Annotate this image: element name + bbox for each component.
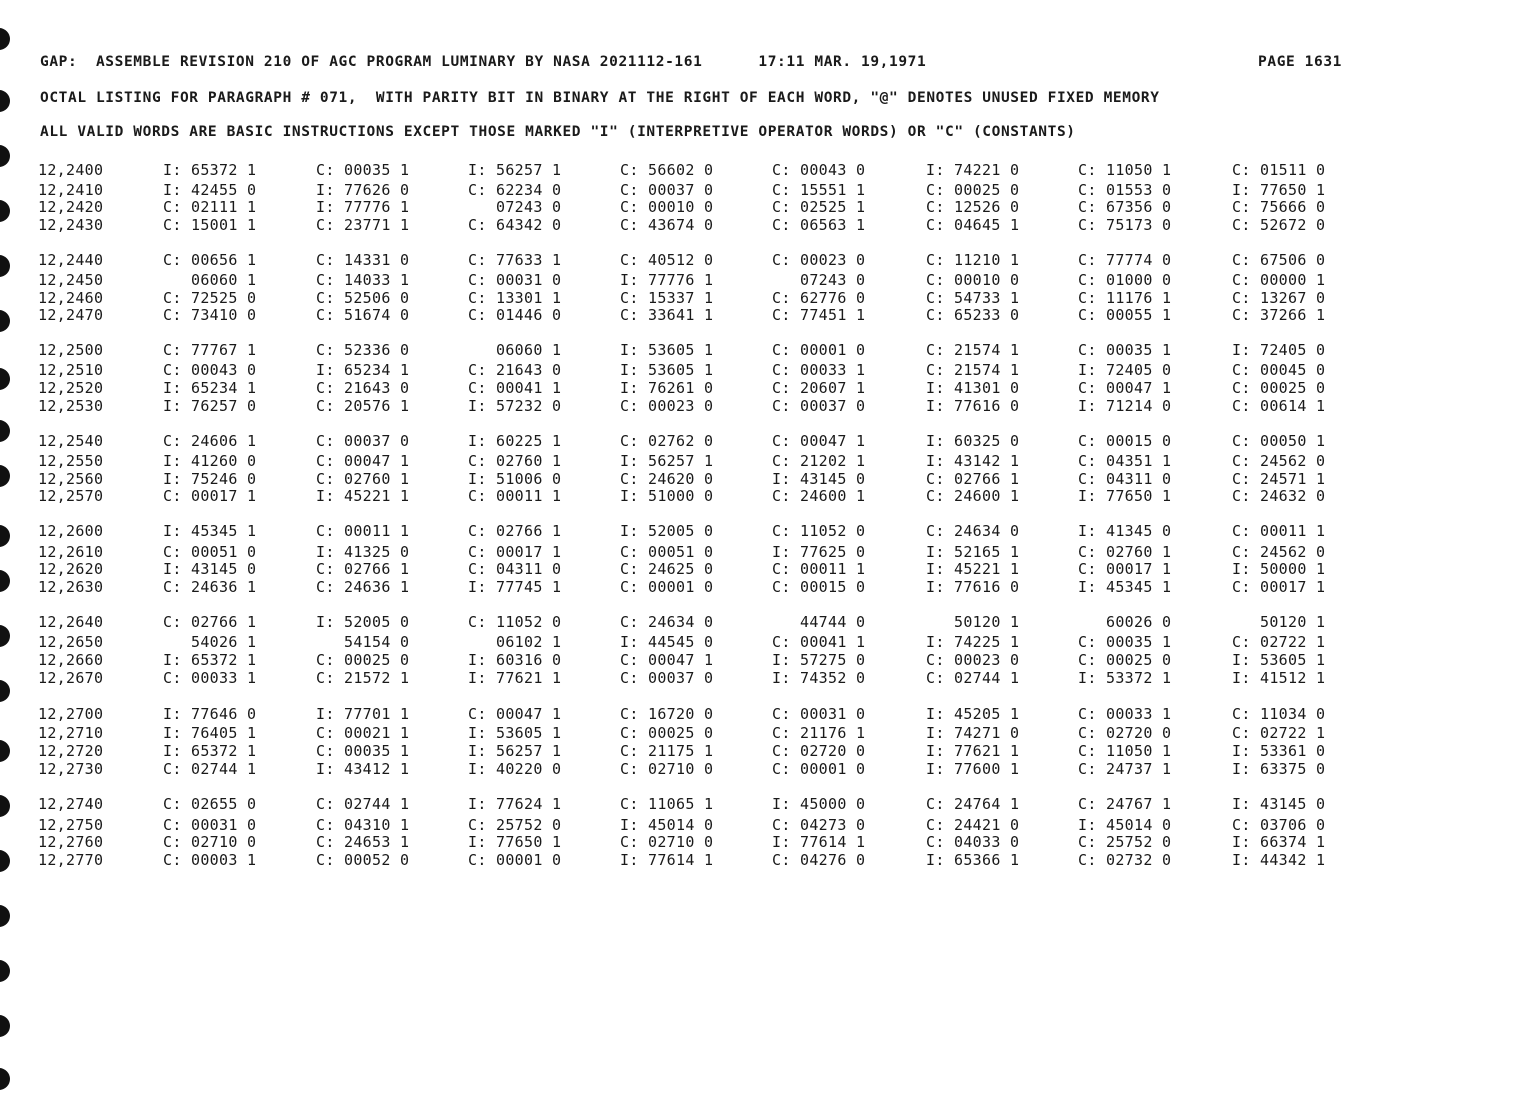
octal-word: C: 21202 1 xyxy=(772,452,866,470)
octal-word: I: 41260 0 xyxy=(163,452,257,470)
octal-word: I: 65366 1 xyxy=(926,851,1020,869)
listing-address: 12,2600 xyxy=(38,522,104,540)
octal-word: I: 60316 0 xyxy=(468,651,562,669)
listing-address: 12,2410 xyxy=(38,181,104,199)
listing-address: 12,2730 xyxy=(38,760,104,778)
octal-word: I: 77626 0 xyxy=(316,181,410,199)
octal-word: I: 45221 1 xyxy=(316,487,410,505)
octal-word: C: 62776 0 xyxy=(772,289,866,307)
octal-word: 54154 0 xyxy=(316,633,410,651)
listing-address: 12,2650 xyxy=(38,633,104,651)
octal-word: C: 24634 0 xyxy=(926,522,1020,540)
octal-word: C: 24600 1 xyxy=(926,487,1020,505)
octal-word: C: 00055 1 xyxy=(1078,306,1172,324)
octal-word: I: 77621 1 xyxy=(468,669,562,687)
listing-header-octal-note: OCTAL LISTING FOR PARAGRAPH # 071, WITH PARITY BIT IN BINARY AT THE RIGHT OF EACH WORD, "@" DENOTES UNUSED FIXED MEMORY xyxy=(40,90,1160,106)
octal-word: C: 00011 1 xyxy=(316,522,410,540)
octal-word: C: 00025 0 xyxy=(926,181,1020,199)
octal-word: I: 41512 1 xyxy=(1232,669,1326,687)
octal-word: I: 77625 0 xyxy=(772,543,866,561)
octal-word: I: 77614 1 xyxy=(620,851,714,869)
octal-word: C: 77451 1 xyxy=(772,306,866,324)
octal-word: C: 00051 0 xyxy=(163,543,257,561)
listing-address: 12,2500 xyxy=(38,341,104,359)
octal-word: C: 02766 1 xyxy=(468,522,562,540)
octal-word: I: 45221 1 xyxy=(926,560,1020,578)
octal-word: 06060 1 xyxy=(163,271,257,289)
octal-word: C: 00045 0 xyxy=(1232,361,1326,379)
octal-word: C: 43674 0 xyxy=(620,216,714,234)
octal-word: I: 63375 0 xyxy=(1232,760,1326,778)
octal-word: C: 01000 0 xyxy=(1078,271,1172,289)
octal-word: C: 02722 1 xyxy=(1232,724,1326,742)
octal-word: C: 00023 0 xyxy=(620,397,714,415)
octal-word: C: 00050 1 xyxy=(1232,432,1326,450)
octal-word: C: 00035 1 xyxy=(1078,341,1172,359)
octal-word: C: 25752 0 xyxy=(1078,833,1172,851)
octal-word: 50120 1 xyxy=(926,613,1020,631)
octal-word: I: 45014 0 xyxy=(620,816,714,834)
octal-word: 50120 1 xyxy=(1232,613,1326,631)
octal-word: I: 60325 0 xyxy=(926,432,1020,450)
octal-word: C: 00017 1 xyxy=(163,487,257,505)
octal-word: I: 43412 1 xyxy=(316,760,410,778)
octal-word: C: 02760 1 xyxy=(316,470,410,488)
listing-address: 12,2620 xyxy=(38,560,104,578)
octal-word: I: 53372 1 xyxy=(1078,669,1172,687)
octal-word: C: 37266 1 xyxy=(1232,306,1326,324)
listing-address: 12,2510 xyxy=(38,361,104,379)
octal-word: C: 23771 1 xyxy=(316,216,410,234)
octal-word: 07243 0 xyxy=(772,271,866,289)
octal-word: I: 45014 0 xyxy=(1078,816,1172,834)
octal-word: C: 77774 0 xyxy=(1078,251,1172,269)
listing-address: 12,2670 xyxy=(38,669,104,687)
octal-word: C: 21176 1 xyxy=(772,724,866,742)
octal-word: C: 00015 0 xyxy=(1078,432,1172,450)
octal-word: C: 00037 0 xyxy=(620,181,714,199)
octal-word: C: 00015 0 xyxy=(772,578,866,596)
octal-word: I: 51000 0 xyxy=(620,487,714,505)
octal-word: I: 65372 1 xyxy=(163,161,257,179)
octal-word: C: 00035 1 xyxy=(316,161,410,179)
octal-word: C: 00031 0 xyxy=(772,705,866,723)
octal-word: C: 24562 0 xyxy=(1232,543,1326,561)
octal-word: C: 21574 1 xyxy=(926,341,1020,359)
octal-word: C: 13301 1 xyxy=(468,289,562,307)
octal-word: I: 74225 1 xyxy=(926,633,1020,651)
octal-word: C: 00025 0 xyxy=(1232,379,1326,397)
octal-word: C: 24737 1 xyxy=(1078,760,1172,778)
octal-word: C: 56602 0 xyxy=(620,161,714,179)
octal-word: C: 72525 0 xyxy=(163,289,257,307)
octal-word: C: 02744 1 xyxy=(163,760,257,778)
octal-word: 06060 1 xyxy=(468,341,562,359)
octal-word: C: 21643 0 xyxy=(316,379,410,397)
octal-word: I: 65372 1 xyxy=(163,742,257,760)
octal-word: C: 24767 1 xyxy=(1078,795,1172,813)
octal-word: C: 15337 1 xyxy=(620,289,714,307)
octal-word: C: 00017 1 xyxy=(468,543,562,561)
octal-word: I: 77600 1 xyxy=(926,760,1020,778)
octal-word: I: 56257 1 xyxy=(468,161,562,179)
listing-header-title: GAP: ASSEMBLE REVISION 210 OF AGC PROGRAM LUMINARY BY NASA 2021112-161 17:11 MAR. 19,1971 xyxy=(40,54,927,70)
listing-address: 12,2760 xyxy=(38,833,104,851)
listing-address: 12,2640 xyxy=(38,613,104,631)
octal-word: I: 72405 0 xyxy=(1232,341,1326,359)
octal-word: C: 00011 1 xyxy=(1232,522,1326,540)
octal-word: C: 12526 0 xyxy=(926,198,1020,216)
listing-address: 12,2530 xyxy=(38,397,104,415)
octal-word: I: 53605 1 xyxy=(468,724,562,742)
listing-address: 12,2720 xyxy=(38,742,104,760)
octal-word: C: 25752 0 xyxy=(468,816,562,834)
octal-word: I: 45000 0 xyxy=(772,795,866,813)
octal-word: I: 74221 0 xyxy=(926,161,1020,179)
octal-word: C: 00001 0 xyxy=(468,851,562,869)
octal-word: I: 77616 0 xyxy=(926,578,1020,596)
octal-word: C: 24653 1 xyxy=(316,833,410,851)
octal-word: I: 53605 1 xyxy=(620,341,714,359)
octal-word: I: 43145 0 xyxy=(163,560,257,578)
octal-word: C: 24632 0 xyxy=(1232,487,1326,505)
octal-word: C: 77633 1 xyxy=(468,251,562,269)
octal-word: I: 52165 1 xyxy=(926,543,1020,561)
listing-address: 12,2660 xyxy=(38,651,104,669)
octal-word: C: 24562 0 xyxy=(1232,452,1326,470)
octal-word: C: 00010 0 xyxy=(620,198,714,216)
octal-word: C: 00035 1 xyxy=(1078,633,1172,651)
octal-word: C: 00047 1 xyxy=(316,452,410,470)
octal-word: C: 11210 1 xyxy=(926,251,1020,269)
octal-word: C: 00017 1 xyxy=(1232,578,1326,596)
octal-word: I: 71214 0 xyxy=(1078,397,1172,415)
octal-word: C: 02710 0 xyxy=(163,833,257,851)
octal-word: C: 00011 1 xyxy=(468,487,562,505)
octal-word: I: 65234 1 xyxy=(163,379,257,397)
octal-word: I: 77614 1 xyxy=(772,833,866,851)
octal-word: C: 24636 1 xyxy=(163,578,257,596)
octal-word: C: 02720 0 xyxy=(1078,724,1172,742)
octal-word: I: 65234 1 xyxy=(316,361,410,379)
octal-word: C: 75173 0 xyxy=(1078,216,1172,234)
octal-word: I: 41325 0 xyxy=(316,543,410,561)
octal-word: I: 74271 0 xyxy=(926,724,1020,742)
octal-word: C: 00037 0 xyxy=(316,432,410,450)
octal-word: C: 04276 0 xyxy=(772,851,866,869)
octal-word: C: 64342 0 xyxy=(468,216,562,234)
octal-word: C: 02525 1 xyxy=(772,198,866,216)
octal-word: I: 77745 1 xyxy=(468,578,562,596)
octal-word: C: 00047 1 xyxy=(772,432,866,450)
octal-word: C: 00003 1 xyxy=(163,851,257,869)
octal-word: I: 76405 1 xyxy=(163,724,257,742)
octal-word: C: 02732 0 xyxy=(1078,851,1172,869)
listing-address: 12,2540 xyxy=(38,432,104,450)
octal-word: C: 04311 0 xyxy=(1078,470,1172,488)
octal-word: C: 24764 1 xyxy=(926,795,1020,813)
octal-word: C: 00033 1 xyxy=(772,361,866,379)
octal-word: C: 24636 1 xyxy=(316,578,410,596)
octal-word: C: 13267 0 xyxy=(1232,289,1326,307)
listing-address: 12,2520 xyxy=(38,379,104,397)
octal-word: C: 54733 1 xyxy=(926,289,1020,307)
octal-word: I: 77650 1 xyxy=(1078,487,1172,505)
octal-word: I: 77776 1 xyxy=(620,271,714,289)
octal-word: C: 02744 1 xyxy=(926,669,1020,687)
octal-word: C: 02766 1 xyxy=(163,613,257,631)
octal-word: C: 24625 0 xyxy=(620,560,714,578)
octal-word: C: 24571 1 xyxy=(1232,470,1326,488)
octal-word: C: 00051 0 xyxy=(620,543,714,561)
octal-word: I: 40220 0 xyxy=(468,760,562,778)
octal-word: I: 51006 0 xyxy=(468,470,562,488)
octal-word: C: 00047 1 xyxy=(468,705,562,723)
octal-word: C: 04311 0 xyxy=(468,560,562,578)
octal-word: C: 67506 0 xyxy=(1232,251,1326,269)
octal-word: C: 14033 1 xyxy=(316,271,410,289)
listing-address: 12,2740 xyxy=(38,795,104,813)
octal-word: C: 11050 1 xyxy=(1078,161,1172,179)
octal-word: C: 00047 1 xyxy=(620,651,714,669)
octal-word: C: 02762 0 xyxy=(620,432,714,450)
octal-word: I: 75246 0 xyxy=(163,470,257,488)
listing-address: 12,2770 xyxy=(38,851,104,869)
octal-word: C: 24634 0 xyxy=(620,613,714,631)
octal-word: C: 65233 0 xyxy=(926,306,1020,324)
octal-word: I: 50000 1 xyxy=(1232,560,1326,578)
listing-address: 12,2570 xyxy=(38,487,104,505)
octal-word: I: 77646 0 xyxy=(163,705,257,723)
listing-address: 12,2710 xyxy=(38,724,104,742)
octal-word: C: 33641 1 xyxy=(620,306,714,324)
octal-word: C: 24620 0 xyxy=(620,470,714,488)
octal-word: I: 43145 0 xyxy=(772,470,866,488)
octal-word: C: 73410 0 xyxy=(163,306,257,324)
octal-word: I: 77616 0 xyxy=(926,397,1020,415)
listing-address: 12,2450 xyxy=(38,271,104,289)
octal-word: C: 04310 1 xyxy=(316,816,410,834)
octal-word: C: 02722 1 xyxy=(1232,633,1326,651)
octal-word: C: 01511 0 xyxy=(1232,161,1326,179)
octal-word: I: 42455 0 xyxy=(163,181,257,199)
octal-word: C: 00033 1 xyxy=(163,669,257,687)
listing-address: 12,2550 xyxy=(38,452,104,470)
octal-word: I: 76261 0 xyxy=(620,379,714,397)
listing-address: 12,2460 xyxy=(38,289,104,307)
octal-word: C: 11065 1 xyxy=(620,795,714,813)
octal-word: C: 04273 0 xyxy=(772,816,866,834)
octal-word: C: 15001 1 xyxy=(163,216,257,234)
octal-word: C: 75666 0 xyxy=(1232,198,1326,216)
listing-address: 12,2750 xyxy=(38,816,104,834)
octal-word: C: 52506 0 xyxy=(316,289,410,307)
octal-word: C: 00031 0 xyxy=(163,816,257,834)
octal-word: C: 11050 1 xyxy=(1078,742,1172,760)
octal-word: I: 76257 0 xyxy=(163,397,257,415)
octal-word: C: 00011 1 xyxy=(772,560,866,578)
octal-word: I: 60225 1 xyxy=(468,432,562,450)
octal-word: C: 04645 1 xyxy=(926,216,1020,234)
octal-word: I: 43145 0 xyxy=(1232,795,1326,813)
listing-address: 12,2400 xyxy=(38,161,104,179)
octal-word: C: 02710 0 xyxy=(620,833,714,851)
octal-word: C: 77767 1 xyxy=(163,341,257,359)
page-number: PAGE 1631 xyxy=(1258,54,1342,70)
octal-word: C: 00052 0 xyxy=(316,851,410,869)
octal-word: C: 00025 0 xyxy=(1078,651,1172,669)
octal-word: I: 41301 0 xyxy=(926,379,1020,397)
octal-word: C: 02111 1 xyxy=(163,198,257,216)
octal-word: C: 20607 1 xyxy=(772,379,866,397)
listing-address: 12,2420 xyxy=(38,198,104,216)
octal-word: I: 77650 1 xyxy=(468,833,562,851)
octal-word: C: 14331 0 xyxy=(316,251,410,269)
octal-word: I: 77621 1 xyxy=(926,742,1020,760)
octal-word: C: 21574 1 xyxy=(926,361,1020,379)
octal-word: C: 67356 0 xyxy=(1078,198,1172,216)
octal-word: C: 00001 0 xyxy=(620,578,714,596)
octal-word: 60026 0 xyxy=(1078,613,1172,631)
octal-word: I: 56257 1 xyxy=(468,742,562,760)
listing-address: 12,2700 xyxy=(38,705,104,723)
octal-word: C: 24606 1 xyxy=(163,432,257,450)
octal-word: I: 57275 0 xyxy=(772,651,866,669)
octal-word: 06102 1 xyxy=(468,633,562,651)
octal-word: I: 41345 0 xyxy=(1078,522,1172,540)
octal-word: C: 11176 1 xyxy=(1078,289,1172,307)
octal-word: I: 52005 0 xyxy=(316,613,410,631)
octal-word: I: 45345 1 xyxy=(1078,578,1172,596)
octal-word: I: 52005 0 xyxy=(620,522,714,540)
octal-word: I: 66374 1 xyxy=(1232,833,1326,851)
octal-word: I: 77624 1 xyxy=(468,795,562,813)
octal-word: C: 52672 0 xyxy=(1232,216,1326,234)
octal-word: C: 03706 0 xyxy=(1232,816,1326,834)
octal-word: C: 21175 1 xyxy=(620,742,714,760)
octal-word: C: 16720 0 xyxy=(620,705,714,723)
octal-word: C: 62234 0 xyxy=(468,181,562,199)
octal-word: I: 56257 1 xyxy=(620,452,714,470)
octal-word: C: 00001 0 xyxy=(772,341,866,359)
octal-word: C: 01446 0 xyxy=(468,306,562,324)
octal-word: C: 02760 1 xyxy=(1078,543,1172,561)
octal-word: C: 02766 1 xyxy=(926,470,1020,488)
octal-word: C: 15551 1 xyxy=(772,181,866,199)
octal-word: I: 77701 1 xyxy=(316,705,410,723)
octal-word: I: 57232 0 xyxy=(468,397,562,415)
octal-word: C: 00010 0 xyxy=(926,271,1020,289)
octal-word: C: 02720 0 xyxy=(772,742,866,760)
octal-word: C: 00035 1 xyxy=(316,742,410,760)
octal-word: C: 00614 1 xyxy=(1232,397,1326,415)
listing-address: 12,2610 xyxy=(38,543,104,561)
octal-word: C: 00000 1 xyxy=(1232,271,1326,289)
octal-word: C: 24600 1 xyxy=(772,487,866,505)
octal-word: C: 00023 0 xyxy=(926,651,1020,669)
octal-word: C: 11052 0 xyxy=(468,613,562,631)
octal-word: C: 40512 0 xyxy=(620,251,714,269)
octal-word: C: 00033 1 xyxy=(1078,705,1172,723)
octal-word: I: 77650 1 xyxy=(1232,181,1326,199)
octal-word: C: 00031 0 xyxy=(468,271,562,289)
octal-word: C: 00656 1 xyxy=(163,251,257,269)
octal-word: C: 04033 0 xyxy=(926,833,1020,851)
octal-word: C: 00041 1 xyxy=(468,379,562,397)
octal-word: I: 53605 1 xyxy=(620,361,714,379)
octal-word: C: 00021 1 xyxy=(316,724,410,742)
octal-word: C: 00017 1 xyxy=(1078,560,1172,578)
octal-word: I: 45205 1 xyxy=(926,705,1020,723)
octal-word: C: 00041 1 xyxy=(772,633,866,651)
octal-word: C: 00025 0 xyxy=(620,724,714,742)
octal-word: C: 02760 1 xyxy=(468,452,562,470)
octal-word: C: 02655 0 xyxy=(163,795,257,813)
octal-word: C: 24421 0 xyxy=(926,816,1020,834)
listing-address: 12,2560 xyxy=(38,470,104,488)
octal-word: C: 02766 1 xyxy=(316,560,410,578)
octal-word: 54026 1 xyxy=(163,633,257,651)
octal-word: C: 11052 0 xyxy=(772,522,866,540)
listing-header-word-note: ALL VALID WORDS ARE BASIC INSTRUCTIONS EXCEPT THOSE MARKED "I" (INTERPRETIVE OPERATOR WORDS) OR "C" (CONSTANTS) xyxy=(40,124,1076,140)
octal-word: C: 21572 1 xyxy=(316,669,410,687)
octal-word: I: 72405 0 xyxy=(1078,361,1172,379)
octal-word: C: 02744 1 xyxy=(316,795,410,813)
octal-word: I: 45345 1 xyxy=(163,522,257,540)
octal-word: C: 02710 0 xyxy=(620,760,714,778)
octal-word: C: 04351 1 xyxy=(1078,452,1172,470)
octal-word: C: 00001 0 xyxy=(772,760,866,778)
octal-word: C: 00037 0 xyxy=(620,669,714,687)
octal-word: I: 74352 0 xyxy=(772,669,866,687)
listing-address: 12,2630 xyxy=(38,578,104,596)
octal-word: I: 53361 0 xyxy=(1232,742,1326,760)
octal-word: C: 00023 0 xyxy=(772,251,866,269)
octal-word: I: 44545 0 xyxy=(620,633,714,651)
octal-word: C: 11034 0 xyxy=(1232,705,1326,723)
octal-word: 44744 0 xyxy=(772,613,866,631)
octal-word: C: 00025 0 xyxy=(316,651,410,669)
octal-word: I: 77776 1 xyxy=(316,198,410,216)
octal-word: I: 44342 1 xyxy=(1232,851,1326,869)
octal-word: 07243 0 xyxy=(468,198,562,216)
listing-address: 12,2470 xyxy=(38,306,104,324)
octal-word: C: 51674 0 xyxy=(316,306,410,324)
octal-word: I: 43142 1 xyxy=(926,452,1020,470)
octal-word: C: 06563 1 xyxy=(772,216,866,234)
octal-word: C: 00043 0 xyxy=(163,361,257,379)
octal-word: C: 21643 0 xyxy=(468,361,562,379)
listing-address: 12,2430 xyxy=(38,216,104,234)
listing-address: 12,2440 xyxy=(38,251,104,269)
octal-word: C: 00047 1 xyxy=(1078,379,1172,397)
octal-word: C: 00043 0 xyxy=(772,161,866,179)
octal-word: C: 00037 0 xyxy=(772,397,866,415)
octal-word: C: 01553 0 xyxy=(1078,181,1172,199)
octal-word: I: 65372 1 xyxy=(163,651,257,669)
octal-word: I: 53605 1 xyxy=(1232,651,1326,669)
octal-word: C: 52336 0 xyxy=(316,341,410,359)
octal-word: C: 20576 1 xyxy=(316,397,410,415)
